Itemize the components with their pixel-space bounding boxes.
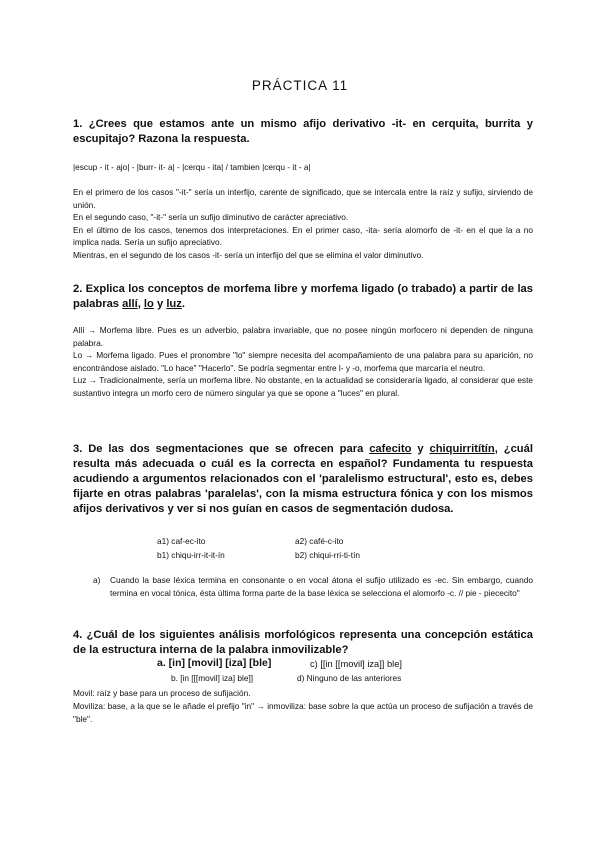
q1-answer [73,186,533,262]
q2-sep2: y [153,298,167,310]
q3-answer: Cuando la base léxica termina en consonante o en vocal átona el sufijo utilizado es -ec. Sin embargo, cuando termina en vocal tónica, ésta última forma parte de la base léxica se selecciona el alomorfo -c. // pie - piececito" [110,575,533,598]
q3-option-a1: a1) caf-ec-ito [157,536,206,546]
q4-option-d: d) Ninguno de las anteriores [297,673,402,683]
q4-option-b: b. [in [[[movil] iza] ble]] [171,673,254,683]
q3-option-b1: b1) chiqu-irr-it-it-ín [157,550,225,560]
q1-segments: |escup - it - ajo| - |burr- it- a| - |cerqu - ita| / tambien |cerqu - it - a| [73,162,311,172]
q3-text: 3. De las dos segmentaciones que se ofrecen para [73,443,370,455]
q2-word-luz: luz [166,298,182,310]
q2-word-lo: lo [143,298,154,310]
q1-line-2: En el segundo caso, "-it-" sería un sufijo diminutivo de carácter apreciativo. [73,212,349,223]
q1-line-4: Mientras, en el segundo de los casos -it- sería un interfijo del que se elimina el valor diminutivo. [73,249,424,260]
q4-option-a: a. [in] [movil] [iza] [ble] [157,657,272,669]
q3-sep: y [411,443,430,455]
question-1: 1. ¿Crees que estamos ante un mismo afijo derivativo -it- en cerquita, burrita y escupitajo? Razona la respuesta. [73,118,533,145]
q3-text-end: , ¿cuál resulta más adecuada o cuál es la correcta en español? Fundamenta tu respuesta acudiendo a argumentos relacionados con el 'paralelismo estructural', esto es, debes fijarte en otras palabras 'paralelas', con la misma estructura fónica y con los mismos afijos derivativos y ver si nos guían en casos de segmentación dudosa. [73,443,533,515]
q3-word-cafecito: cafecito [369,443,412,455]
q2-sep1: , [137,298,144,310]
question-2 [73,282,533,312]
question-3 [73,442,533,517]
page-title: PRÁCTICA 11 [251,78,349,93]
q4-moviliza: Moviliza: base, a la que se le añade el prefijo "in" → inmoviliza: base sobre la que actúa un proceso de sufijación a través de "ble". [73,701,533,724]
q4-movil: Movil: raíz y base para un proceso de sufijación. [73,688,251,698]
q2-word-alli: allí [122,298,138,310]
q1-line-3: En el último de los casos, tenemos dos interpretaciones. En el primer caso, -ita- sería alomorfo de -it- en el que la a no implica nada. Sería un sufijo apreciativo. [73,224,533,248]
q4-option-c: c) [[in [[movil] iza]] ble] [310,659,402,669]
q3-option-b2: b2) chiqui-rri-ti-tín [295,550,361,560]
q2-lo: Lo → Morfema ligado. Pues el pronombre "lo" siempre necesita del acompañamiento de una palabra para su aparición, no encontrándose aislado. "Lo hace" "Hacerlo". Se podría segmentar entre l- y -o, morfema que marcaría el neutro. [73,350,533,373]
q2-text: 2. Explica los conceptos de morfema libre y morfema ligado (o trabado) a partir de las palabras [73,283,533,310]
q2-alli: Allí → Morfema libre. Pues es un adverbio, palabra invariable, que no posee ningún morfocero ni dependen de ninguna palabra. [73,325,533,348]
q3-answer-label: a) [93,575,101,585]
q3-word-chiquirritin: chiquirritítín [429,443,495,455]
question-4: 4. ¿Cuál de los siguientes análisis morfológicos representa una concepción estática de la estructura interna de la palabra inmovilizable? [73,629,533,656]
q3-option-a2: a2) café-c-ito [295,536,344,546]
q2-answer [73,324,533,400]
q2-luz: Luz → Tradicionalmente, sería un morfema libre. No obstante, en la actualidad se consideraría ligado, al considerar que este sustantivo integra un morfo cero de número singular ya que se opone a "luces" en plural. [73,375,533,398]
q1-line-1: En el primero de los casos "-it-" sería un interfijo, carente de significado, que se intercala entre la raíz y sufijo, sirviendo de unión. [73,187,533,210]
q2-end: . [181,298,185,310]
